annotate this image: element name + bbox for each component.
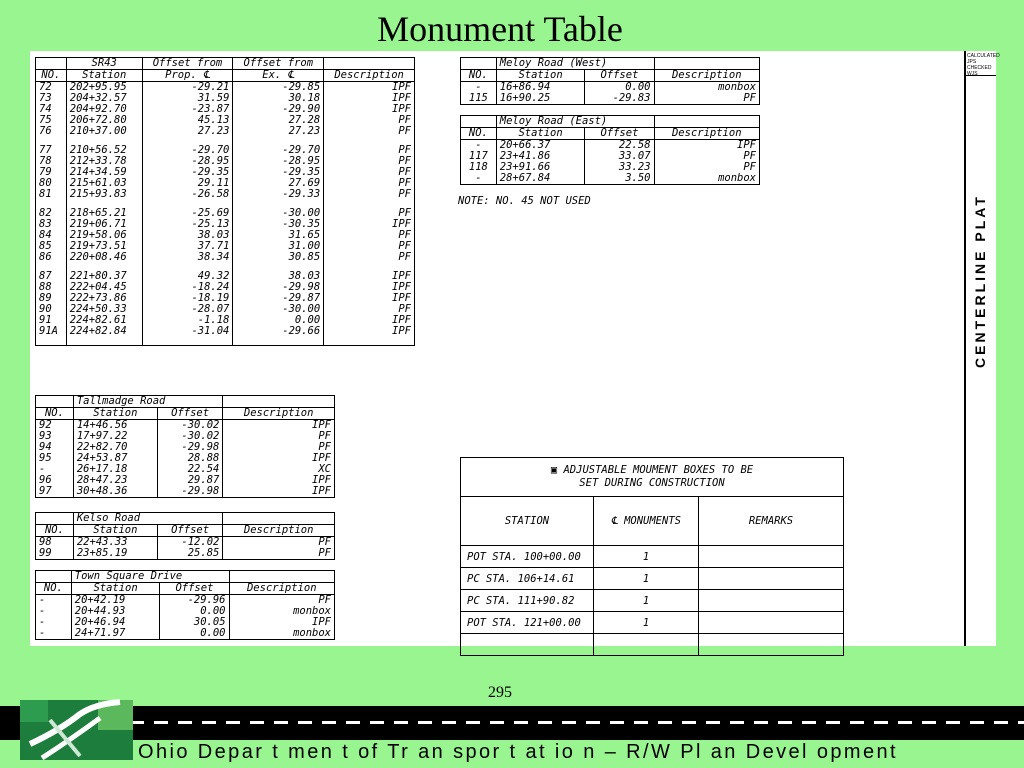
table-cell: 28+67.84 bbox=[496, 173, 585, 185]
table-cell: 31.00 bbox=[233, 241, 324, 252]
table-cell: 91A bbox=[36, 326, 67, 337]
table-cell: -29.33 bbox=[233, 189, 324, 200]
table-cell: PF bbox=[223, 431, 335, 442]
table-cell: 224+50.33 bbox=[66, 304, 142, 315]
table-cell: -29.98 bbox=[157, 442, 223, 453]
table-cell bbox=[36, 337, 67, 346]
table-cell: 27.69 bbox=[233, 178, 324, 189]
table-cell: - bbox=[461, 173, 497, 185]
adjustable-monument-table bbox=[460, 457, 844, 656]
table-cell: 222+73.86 bbox=[66, 293, 142, 304]
table-cell: -23.87 bbox=[142, 104, 233, 115]
table-cell: 33.23 bbox=[585, 162, 654, 173]
table-cell: 202+95.95 bbox=[66, 82, 142, 94]
adjustable-title-line1: ▣ ADJUSTABLE MOUMENT BOXES TO BE bbox=[550, 464, 754, 476]
meloy-road-east-table bbox=[460, 115, 760, 185]
table-cell: -29.35 bbox=[233, 167, 324, 178]
column-header: Station bbox=[496, 70, 585, 82]
table-cell: PF bbox=[654, 93, 759, 105]
table-cell: IPF bbox=[324, 219, 415, 230]
table-cell: 82 bbox=[36, 208, 67, 219]
table-cell: -30.02 bbox=[157, 431, 223, 442]
table-cell: 93 bbox=[36, 431, 74, 442]
table-cell bbox=[699, 546, 844, 568]
table-cell bbox=[233, 337, 324, 346]
table-cell: 20+66.37 bbox=[496, 140, 585, 152]
table-caption: Town Square Drive bbox=[71, 571, 229, 583]
sr43-table bbox=[35, 57, 415, 346]
column-header: Offset bbox=[585, 70, 654, 82]
table-cell: 86 bbox=[36, 252, 67, 263]
table-cell: -29.66 bbox=[233, 326, 324, 337]
table-cell: -29.35 bbox=[142, 167, 233, 178]
table-cell: 38.03 bbox=[142, 230, 233, 241]
page-number: 295 bbox=[488, 684, 512, 701]
adjustable-table-title bbox=[461, 458, 844, 497]
table-cell: 118 bbox=[461, 162, 497, 173]
odot-logo-icon bbox=[20, 700, 133, 760]
table-cell: 115 bbox=[461, 93, 497, 105]
table-cell bbox=[699, 634, 844, 656]
table-cell: 38.34 bbox=[142, 252, 233, 263]
table-cell: 0.00 bbox=[233, 315, 324, 326]
table-cell: 0.00 bbox=[160, 628, 229, 640]
table-cell: 210+37.00 bbox=[66, 126, 142, 137]
table-cell: 78 bbox=[36, 156, 67, 167]
table-caption: SR43 bbox=[66, 58, 142, 70]
table-cell: -29.70 bbox=[142, 145, 233, 156]
table-cell: POT STA. 121+00.00 bbox=[461, 612, 594, 634]
table-row bbox=[461, 590, 844, 612]
table-cell: 218+65.21 bbox=[66, 208, 142, 219]
table-cell: - bbox=[36, 617, 72, 628]
column-header: NO. bbox=[36, 525, 74, 537]
table-cell: IPF bbox=[324, 282, 415, 293]
table-cell: PF bbox=[324, 241, 415, 252]
footer-dashed-line bbox=[130, 721, 1024, 724]
table-row bbox=[461, 546, 844, 568]
table-cell: -30.02 bbox=[157, 420, 223, 432]
table-cell: PF bbox=[324, 156, 415, 167]
table-cell: 224+82.84 bbox=[66, 326, 142, 337]
table-row bbox=[461, 568, 844, 590]
table-cell: IPF bbox=[324, 104, 415, 115]
table-cell: PF bbox=[654, 151, 759, 162]
table-row bbox=[36, 628, 335, 640]
table-cell: 92 bbox=[36, 420, 74, 432]
table-cell: 206+72.80 bbox=[66, 115, 142, 126]
table-cell: -30.35 bbox=[233, 219, 324, 230]
table-cell: 95 bbox=[36, 453, 74, 464]
column-header: STATION bbox=[461, 497, 594, 546]
column-header: Ex. ℄ bbox=[233, 70, 324, 82]
table-cell: 222+04.45 bbox=[66, 282, 142, 293]
column-header: Offset bbox=[157, 525, 223, 537]
meloy-road-west-table bbox=[460, 57, 760, 105]
table-cell: IPF bbox=[223, 475, 335, 486]
table-cell: - bbox=[36, 595, 72, 607]
column-header: REMARKS bbox=[699, 497, 844, 546]
table-cell: 79 bbox=[36, 167, 67, 178]
table-caption: Tallmadge Road bbox=[73, 396, 222, 408]
table-cell: 224+82.61 bbox=[66, 315, 142, 326]
table-cell: 28+47.23 bbox=[73, 475, 157, 486]
table-cell: 27.23 bbox=[142, 126, 233, 137]
table-caption: Meloy Road (East) bbox=[496, 116, 654, 128]
table-cell: 220+08.46 bbox=[66, 252, 142, 263]
table-cell: 17+97.22 bbox=[73, 431, 157, 442]
table-cell: IPF bbox=[229, 617, 334, 628]
table-caption: Kelso Road bbox=[73, 513, 222, 525]
table-cell: 27.28 bbox=[233, 115, 324, 126]
column-header: NO. bbox=[461, 128, 497, 140]
table-cell: 204+92.70 bbox=[66, 104, 142, 115]
table-cell bbox=[142, 337, 233, 346]
footer-text: Ohio Depar t men t of Tr an spor t at io n – R/W Pl an Devel opment bbox=[138, 741, 898, 763]
table-cell: 16+90.25 bbox=[496, 93, 585, 105]
column-header: Description bbox=[223, 408, 335, 420]
column-header: NO. bbox=[36, 408, 74, 420]
table-cell: 215+93.83 bbox=[66, 189, 142, 200]
table-cell: -29.98 bbox=[233, 282, 324, 293]
table-cell: PF bbox=[324, 178, 415, 189]
table-cell: 0.00 bbox=[585, 82, 654, 94]
table-cell bbox=[461, 634, 594, 656]
column-header: Station bbox=[73, 525, 157, 537]
table-cell: 20+44.93 bbox=[71, 606, 160, 617]
table-cell: 76 bbox=[36, 126, 67, 137]
table-cell: -25.69 bbox=[142, 208, 233, 219]
table-cell: 75 bbox=[36, 115, 67, 126]
table-cell: 219+73.51 bbox=[66, 241, 142, 252]
table-cell: 16+86.94 bbox=[496, 82, 585, 94]
column-header: Offset from bbox=[233, 58, 324, 70]
column-header: Prop. ℄ bbox=[142, 70, 233, 82]
table-cell: 14+46.56 bbox=[73, 420, 157, 432]
table-cell: IPF bbox=[223, 486, 335, 498]
table-cell: 98 bbox=[36, 537, 74, 549]
table-cell: 31.59 bbox=[142, 93, 233, 104]
note-text: NOTE: NO. 45 NOT USED bbox=[458, 195, 591, 207]
table-cell: PC STA. 106+14.61 bbox=[461, 568, 594, 590]
table-cell: 80 bbox=[36, 178, 67, 189]
table-cell bbox=[594, 634, 699, 656]
table-cell: PF bbox=[324, 126, 415, 137]
column-header: Description bbox=[654, 70, 759, 82]
table-cell: 81 bbox=[36, 189, 67, 200]
table-cell: PF bbox=[324, 115, 415, 126]
column-header: NO. bbox=[36, 70, 67, 82]
table-cell: 210+56.52 bbox=[66, 145, 142, 156]
table-cell: 23+91.66 bbox=[496, 162, 585, 173]
table-cell: 85 bbox=[36, 241, 67, 252]
table-cell: 24+53.87 bbox=[73, 453, 157, 464]
table-cell: 37.71 bbox=[142, 241, 233, 252]
table-cell: monbox bbox=[654, 82, 759, 94]
table-cell: IPF bbox=[324, 315, 415, 326]
centerline-plat-text: CENTERLINE PLAT bbox=[972, 194, 988, 368]
table-cell: 22+43.33 bbox=[73, 537, 157, 549]
table-cell: XC bbox=[223, 464, 335, 475]
table-row bbox=[36, 548, 335, 560]
slide-title: Monument Table bbox=[377, 9, 623, 49]
table-cell: 89 bbox=[36, 293, 67, 304]
table-cell: - bbox=[461, 140, 497, 152]
kelso-road-table bbox=[35, 512, 335, 560]
odot-logo bbox=[20, 700, 133, 760]
table-cell: IPF bbox=[223, 453, 335, 464]
table-row bbox=[461, 634, 844, 656]
table-cell: - bbox=[36, 628, 72, 640]
table-cell bbox=[699, 612, 844, 634]
table-cell: PF bbox=[324, 304, 415, 315]
table-cell: 30.85 bbox=[233, 252, 324, 263]
table-row bbox=[36, 252, 415, 263]
table-cell: PC STA. 111+90.82 bbox=[461, 590, 594, 612]
table-cell: 215+61.03 bbox=[66, 178, 142, 189]
column-header: Station bbox=[496, 128, 585, 140]
table-cell: monbox bbox=[654, 173, 759, 185]
table-cell: 30.18 bbox=[233, 93, 324, 104]
table-row bbox=[36, 486, 335, 498]
table-cell: -29.90 bbox=[233, 104, 324, 115]
table-cell: IPF bbox=[324, 82, 415, 94]
table-cell: 94 bbox=[36, 442, 74, 453]
table-cell: monbox bbox=[229, 628, 334, 640]
table-cell: -28.07 bbox=[142, 304, 233, 315]
table-cell: 219+06.71 bbox=[66, 219, 142, 230]
table-cell: PF bbox=[324, 208, 415, 219]
column-header: ℄ MONUMENTS bbox=[594, 497, 699, 546]
table-cell: -25.13 bbox=[142, 219, 233, 230]
table-cell: 23+85.19 bbox=[73, 548, 157, 560]
table-row bbox=[36, 326, 415, 337]
table-cell: 221+80.37 bbox=[66, 271, 142, 282]
table-cell: 204+32.57 bbox=[66, 93, 142, 104]
table-cell: 1 bbox=[594, 590, 699, 612]
table-cell: 3.50 bbox=[585, 173, 654, 185]
table-cell: -18.19 bbox=[142, 293, 233, 304]
table-cell: 22+82.70 bbox=[73, 442, 157, 453]
table-cell: 212+33.78 bbox=[66, 156, 142, 167]
table-cell: -29.70 bbox=[233, 145, 324, 156]
table-cell: 74 bbox=[36, 104, 67, 115]
table-cell: 117 bbox=[461, 151, 497, 162]
table-cell: -29.96 bbox=[160, 595, 229, 607]
table-cell: -29.87 bbox=[233, 293, 324, 304]
table-row bbox=[36, 337, 415, 346]
table-cell: - bbox=[36, 464, 74, 475]
table-cell bbox=[66, 337, 142, 346]
table-cell: 214+34.59 bbox=[66, 167, 142, 178]
table-cell: -18.24 bbox=[142, 282, 233, 293]
table-cell: 26+17.18 bbox=[73, 464, 157, 475]
table-cell: POT STA. 100+00.00 bbox=[461, 546, 594, 568]
table-cell: IPF bbox=[324, 326, 415, 337]
column-header: Offset bbox=[157, 408, 223, 420]
table-cell: PF bbox=[324, 252, 415, 263]
table-cell: 0.00 bbox=[160, 606, 229, 617]
table-cell: PF bbox=[223, 548, 335, 560]
table-cell: 72 bbox=[36, 82, 67, 94]
table-cell: 28.88 bbox=[157, 453, 223, 464]
table-cell: PF bbox=[324, 230, 415, 241]
table-cell: 96 bbox=[36, 475, 74, 486]
table-cell: - bbox=[36, 606, 72, 617]
table-cell: -1.18 bbox=[142, 315, 233, 326]
table-cell: IPF bbox=[654, 140, 759, 152]
table-cell: 20+46.94 bbox=[71, 617, 160, 628]
table-cell: 29.87 bbox=[157, 475, 223, 486]
table-cell: 90 bbox=[36, 304, 67, 315]
adjustable-title-line2: SET DURING CONSTRUCTION bbox=[579, 477, 725, 489]
table-cell: 84 bbox=[36, 230, 67, 241]
table-cell: PF bbox=[324, 145, 415, 156]
town-square-drive-table bbox=[35, 570, 335, 640]
table-cell: 23+41.86 bbox=[496, 151, 585, 162]
table-row bbox=[461, 612, 844, 634]
table-cell: 25.85 bbox=[157, 548, 223, 560]
table-cell: 38.03 bbox=[233, 271, 324, 282]
table-row bbox=[36, 126, 415, 137]
table-cell: PF bbox=[654, 162, 759, 173]
table-cell: 91 bbox=[36, 315, 67, 326]
table-cell bbox=[699, 590, 844, 612]
table-cell: 1 bbox=[594, 546, 699, 568]
table-cell: -31.04 bbox=[142, 326, 233, 337]
table-cell: -28.95 bbox=[233, 156, 324, 167]
table-cell: 77 bbox=[36, 145, 67, 156]
table-cell: IPF bbox=[223, 420, 335, 432]
table-cell: -30.00 bbox=[233, 208, 324, 219]
table-cell: 88 bbox=[36, 282, 67, 293]
table-cell: IPF bbox=[324, 271, 415, 282]
table-cell: 99 bbox=[36, 548, 74, 560]
table-cell: 73 bbox=[36, 93, 67, 104]
table-cell: 29.11 bbox=[142, 178, 233, 189]
plat-sheet bbox=[30, 51, 1000, 646]
table-cell: monbox bbox=[229, 606, 334, 617]
table-cell: -29.98 bbox=[157, 486, 223, 498]
table-cell bbox=[324, 337, 415, 346]
table-cell: 49.32 bbox=[142, 271, 233, 282]
table-cell: 27.23 bbox=[233, 126, 324, 137]
table-cell: PF bbox=[229, 595, 334, 607]
title-block-signatures: CALCULATED JPS CHECKED WJS bbox=[967, 53, 1000, 77]
table-cell: 87 bbox=[36, 271, 67, 282]
column-header: Description bbox=[654, 128, 759, 140]
table-cell: 22.54 bbox=[157, 464, 223, 475]
title-block-border bbox=[964, 51, 966, 646]
table-cell: 97 bbox=[36, 486, 74, 498]
table-row bbox=[461, 173, 760, 185]
table-cell: 219+58.06 bbox=[66, 230, 142, 241]
table-cell: 30+48.36 bbox=[73, 486, 157, 498]
column-header: Station bbox=[66, 70, 142, 82]
column-header: NO. bbox=[36, 583, 72, 595]
table-cell: -29.83 bbox=[585, 93, 654, 105]
column-header: Offset bbox=[585, 128, 654, 140]
table-cell: IPF bbox=[324, 293, 415, 304]
table-caption: Meloy Road (West) bbox=[496, 58, 654, 70]
table-cell: -26.58 bbox=[142, 189, 233, 200]
column-header: Description bbox=[229, 583, 334, 595]
table-cell: 83 bbox=[36, 219, 67, 230]
table-cell: 1 bbox=[594, 568, 699, 590]
table-row bbox=[461, 93, 760, 105]
table-cell: -29.21 bbox=[142, 82, 233, 94]
table-cell: 30.05 bbox=[160, 617, 229, 628]
column-header: Offset bbox=[160, 583, 229, 595]
tallmadge-road-table bbox=[35, 395, 335, 498]
table-cell: PF bbox=[223, 537, 335, 549]
column-header: Station bbox=[71, 583, 160, 595]
column-header: Station bbox=[73, 408, 157, 420]
table-cell: IPF bbox=[324, 93, 415, 104]
column-header: Description bbox=[324, 70, 415, 82]
table-cell: 20+42.19 bbox=[71, 595, 160, 607]
table-cell: PF bbox=[324, 189, 415, 200]
column-header: Offset from bbox=[142, 58, 233, 70]
table-cell: -12.02 bbox=[157, 537, 223, 549]
table-cell: -29.85 bbox=[233, 82, 324, 94]
table-cell: -28.95 bbox=[142, 156, 233, 167]
table-cell: PF bbox=[324, 167, 415, 178]
table-cell: 22.58 bbox=[585, 140, 654, 152]
table-cell: - bbox=[461, 82, 497, 94]
table-cell: 31.65 bbox=[233, 230, 324, 241]
table-cell: -30.00 bbox=[233, 304, 324, 315]
table-cell: 45.13 bbox=[142, 115, 233, 126]
table-row bbox=[36, 189, 415, 200]
column-header: NO. bbox=[461, 70, 497, 82]
table-cell: 24+71.97 bbox=[71, 628, 160, 640]
table-cell: 33.07 bbox=[585, 151, 654, 162]
column-header: Description bbox=[223, 525, 335, 537]
table-cell bbox=[699, 568, 844, 590]
table-cell: 1 bbox=[594, 612, 699, 634]
table-cell: PF bbox=[223, 442, 335, 453]
